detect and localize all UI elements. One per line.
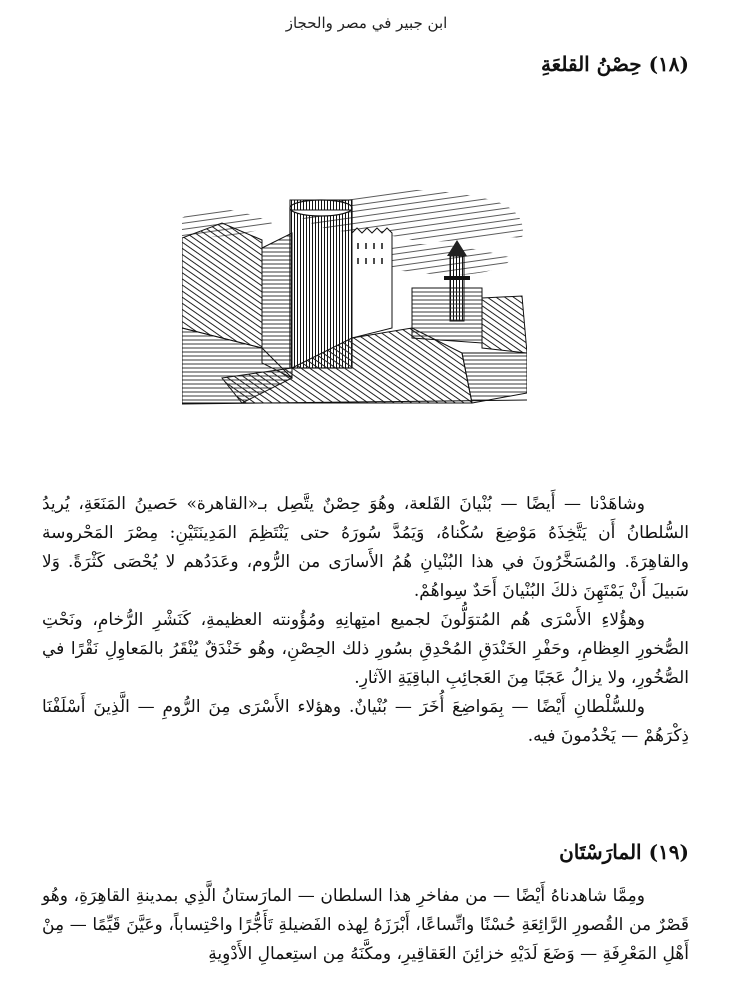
paragraph: ومِمَّا شاهدناهُ أَيْضًا — من مفاخرِ هذا السلطان — المارَستانُ الَّذِي بمدينةِ القاهِرَةِ، وهُو قَصْرٌ من القُصورِ الرَّائِعَةِ حُسْنًا واتِّساعًا، أَبْرَزَهُ لِهذه الفَضيلةِ تَأَجُّرًا واحْتِساباً، وعَيَّنَ قَيِّمًا — مِنْ أَهْلِ المَعْرِفَةِ — وَضَعَ لَدَيْهِ خزائِنَ العَقاقِيرِ، ومكَّنَهُ مِن استِعمالِ الأَدْوِيةِ	[42, 886, 689, 964]
section-19-body	[42, 882, 689, 969]
citadel-illustration	[182, 178, 527, 408]
paragraph: وشاهَدْنا — أَيضًا — بُنْيانَ القَلعة، وهُوَ حِصْنٌ يتَّصِل بـ«القاهرة» حَصينُ المَنَعَةِ، يُريدُ السُّلطانُ أَن يَتَّخِذَهُ مَوْضِعَ سُكْناهُ، وَيَمُدَّ سُورَهُ حتى يَنْتَظِمَ المَدِينَتَيْنِ: مِصْرَ المَحْروسة والقاهِرَةَ. والمُسَخَّرُونَ في هذا البُنْيانِ هُمُ الأَسارَى من الرُّوم، وعَدَدُهم لا يُحْصَى كَثْرَةً. وَلا سَبيلَ أَنْ يَمْتَهِنَ ذلكَ البُنْيانَ أَحَدٌ سِواهُمْ.	[42, 494, 689, 601]
section-18-title: (١٨) حِصْنُ القلعَةِ	[540, 52, 689, 76]
running-head: ابن جبير في مصر والحجاز	[285, 14, 448, 32]
section-19-title: (١٩) المارَسْتَان	[559, 840, 689, 864]
paragraph: وللسُّلْطانِ أَيْضًا — بِمَواضِعَ أُخَرَ — بُنْيانٌ. وهؤلاء الأَسْرَى مِنَ الرُّومِ — الَّذِينَ أَسْلَفْنَا ذِكْرَهُمْ — يَخْدُمونَ فيه.	[42, 697, 689, 746]
section-18-body	[42, 490, 689, 751]
paragraph: وهؤُلاءِ الأَسْرَى هُم المُتوَلُّونَ لجميع امتِهانِهِ ومُؤُونته العظيمةِ، كَنَشْرِ الرُّخامِ، ونَحْتِ الصُّخورِ العِظامِ، وحَفْرِ الخَنْدَقِ المُحْدِقِ بسُورِ ذلك الحِصْنِ، وهُو خَنْدَقٌ يُنْقَرُ بالمَعاوِلِ نَقْرًا في الصُّخُورِ، ولا يزالُ عَجَبًا مِنَ العَجائِبِ الباقِيَةِ الآثارِ.	[42, 610, 689, 688]
